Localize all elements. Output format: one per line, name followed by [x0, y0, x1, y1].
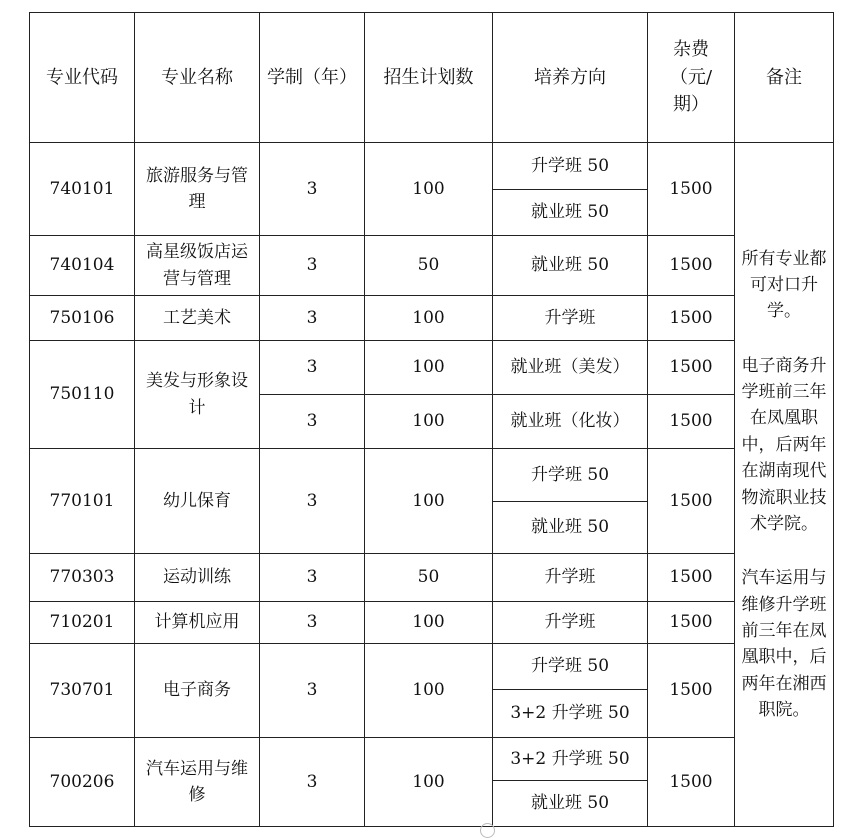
major-name: 运动训练	[135, 554, 260, 602]
direction-cell: 升学班	[493, 602, 648, 644]
fee-cell: 1500	[648, 738, 735, 827]
table-row	[30, 341, 834, 395]
header-row	[30, 13, 834, 143]
plan-cell: 50	[365, 554, 493, 602]
major-name: 汽车运用与维修	[135, 738, 260, 827]
table-row	[30, 449, 834, 502]
major-code: 740101	[30, 143, 135, 236]
remark-paragraph: 汽车运用与维修升学班前三年在凤凰职中，后两年在湘西职院。	[741, 568, 827, 720]
header-fee: 杂费（元/期）	[648, 13, 735, 143]
plan-cell: 100	[365, 395, 493, 449]
years-cell: 3	[260, 341, 365, 395]
fee-cell: 1500	[648, 395, 735, 449]
fee-cell: 1500	[648, 554, 735, 602]
years-cell: 3	[260, 395, 365, 449]
fee-cell: 1500	[648, 341, 735, 395]
direction-cell: 就业班 50	[493, 502, 648, 554]
table-row	[30, 296, 834, 341]
years-cell: 3	[260, 236, 365, 296]
years-cell: 3	[260, 554, 365, 602]
header-years: 学制（年）	[260, 13, 365, 143]
plan-cell: 100	[365, 644, 493, 738]
years-cell: 3	[260, 296, 365, 341]
header-plan: 招生计划数	[365, 13, 493, 143]
major-code: 730701	[30, 644, 135, 738]
fee-cell: 1500	[648, 602, 735, 644]
plan-cell: 100	[365, 341, 493, 395]
table-row	[30, 236, 834, 296]
major-code: 750110	[30, 341, 135, 449]
plan-cell: 100	[365, 296, 493, 341]
table-row	[30, 143, 834, 190]
plan-cell: 100	[365, 449, 493, 554]
direction-cell: 就业班（化妆）	[493, 395, 648, 449]
plan-cell: 50	[365, 236, 493, 296]
fee-cell: 1500	[648, 296, 735, 341]
direction-cell: 3+2 升学班 50	[493, 738, 648, 781]
direction-cell: 升学班 50	[493, 449, 648, 502]
remark-cell	[735, 143, 834, 827]
direction-cell: 升学班 50	[493, 644, 648, 690]
major-name: 工艺美术	[135, 296, 260, 341]
major-name: 高星级饭店运营与管理	[135, 236, 260, 296]
direction-cell: 升学班 50	[493, 143, 648, 190]
major-code: 770101	[30, 449, 135, 554]
header-direction: 培养方向	[493, 13, 648, 143]
direction-cell: 升学班	[493, 296, 648, 341]
major-name: 电子商务	[135, 644, 260, 738]
years-cell: 3	[260, 738, 365, 827]
major-name: 幼儿保育	[135, 449, 260, 554]
major-name: 美发与形象设计	[135, 341, 260, 449]
major-code: 700206	[30, 738, 135, 827]
remark-paragraph: 所有专业都可对口升学。	[741, 248, 827, 322]
watermark	[480, 822, 499, 838]
direction-cell: 就业班（美发）	[493, 341, 648, 395]
header-remark: 备注	[735, 13, 834, 143]
major-name: 旅游服务与管理	[135, 143, 260, 236]
major-code: 770303	[30, 554, 135, 602]
fee-cell: 1500	[648, 449, 735, 554]
header-code: 专业代码	[30, 13, 135, 143]
direction-cell: 升学班	[493, 554, 648, 602]
plan-cell: 100	[365, 143, 493, 236]
direction-cell: 就业班 50	[493, 236, 648, 296]
major-code: 740104	[30, 236, 135, 296]
plan-cell: 100	[365, 738, 493, 827]
plan-cell: 100	[365, 602, 493, 644]
fee-cell: 1500	[648, 644, 735, 738]
table-row	[30, 738, 834, 781]
major-code: 710201	[30, 602, 135, 644]
table-row	[30, 644, 834, 690]
header-name: 专业名称	[135, 13, 260, 143]
remark-paragraph: 电子商务升学班前三年在凤凰职中，后两年在湖南现代物流职业技术学院。	[741, 355, 827, 534]
watermark-logo-icon	[480, 823, 495, 838]
major-code: 750106	[30, 296, 135, 341]
fee-cell: 1500	[648, 143, 735, 236]
years-cell: 3	[260, 143, 365, 236]
table-row	[30, 554, 834, 602]
direction-cell: 就业班 50	[493, 781, 648, 827]
major-name: 计算机应用	[135, 602, 260, 644]
enrollment-plan-table	[29, 12, 834, 827]
direction-cell: 3+2 升学班 50	[493, 690, 648, 738]
years-cell: 3	[260, 449, 365, 554]
years-cell: 3	[260, 644, 365, 738]
fee-cell: 1500	[648, 236, 735, 296]
direction-cell: 就业班 50	[493, 190, 648, 236]
years-cell: 3	[260, 602, 365, 644]
table-row	[30, 602, 834, 644]
